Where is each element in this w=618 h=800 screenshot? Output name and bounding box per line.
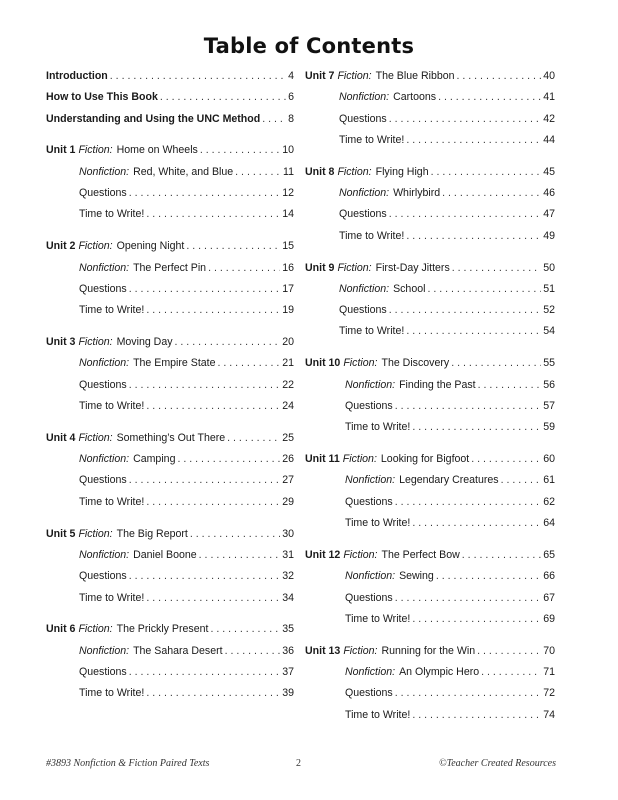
dot-leader <box>412 613 541 625</box>
entry-title: Whirlybird <box>393 187 441 200</box>
dot-leader <box>436 570 541 582</box>
entry-title: Time to Write! <box>79 304 145 317</box>
toc-entry <box>46 432 294 453</box>
unit-label: Unit 12 <box>305 548 341 561</box>
entry-page-number: 41 <box>543 91 555 104</box>
entry-title: Time to Write! <box>79 208 145 221</box>
toc-entry <box>46 240 294 261</box>
entry-title: Questions <box>79 282 127 295</box>
toc-entry <box>305 134 555 155</box>
entry-page-number: 50 <box>543 261 555 274</box>
toc-entry <box>305 283 555 304</box>
dot-leader <box>452 262 541 274</box>
footer-book-title: #3893 Nonfiction & Fiction Paired Texts <box>46 758 210 769</box>
entry-page-number: 10 <box>282 144 294 157</box>
toc-entry <box>305 70 555 91</box>
entry-title: Time to Write! <box>339 325 405 338</box>
dot-leader <box>406 134 541 146</box>
unit-label: Unit 4 <box>46 431 76 444</box>
entry-page-number: 59 <box>543 421 555 434</box>
dot-leader <box>427 283 541 295</box>
toc-column-left <box>46 70 294 709</box>
toc-entry <box>46 687 294 708</box>
toc-entry <box>46 666 294 687</box>
toc-entry <box>305 570 555 591</box>
entry-page-number: 21 <box>282 357 294 370</box>
entry-title: Red, White, and Blue <box>133 165 234 178</box>
dot-leader <box>129 474 281 486</box>
entry-page-number: 37 <box>282 665 294 678</box>
entry-title: The Empire State <box>133 357 216 370</box>
unit-label: Unit 7 <box>305 70 335 82</box>
dot-leader <box>462 549 541 561</box>
entry-title: Time to Write! <box>79 495 145 508</box>
entry-page-number: 55 <box>543 357 555 370</box>
unit-label: Unit 1 <box>46 144 76 157</box>
entry-page-number: 36 <box>282 644 294 657</box>
dot-leader <box>146 592 280 604</box>
entry-title: Questions <box>345 495 393 508</box>
entry-page-number: 14 <box>282 208 294 221</box>
toc-entry <box>305 400 555 421</box>
toc-entry <box>46 623 294 644</box>
dot-leader <box>438 91 541 103</box>
dot-leader <box>146 304 280 316</box>
entry-page-number: 11 <box>283 165 294 178</box>
entry-title: Questions <box>339 112 387 125</box>
entry-page-number: 31 <box>282 548 294 561</box>
toc-entry <box>305 304 555 325</box>
genre-label: Nonfiction: <box>345 474 396 487</box>
dot-leader <box>389 304 542 316</box>
genre-label: Nonfiction: <box>345 570 396 583</box>
genre-label: Nonfiction: <box>79 357 130 370</box>
entry-page-number: 22 <box>282 378 294 391</box>
entry-page-number: 47 <box>543 208 555 221</box>
dot-leader <box>406 325 541 337</box>
entry-page-number: 27 <box>282 474 294 487</box>
toc-entry <box>46 283 294 304</box>
genre-label: Nonfiction: <box>345 665 396 678</box>
toc-entry <box>46 70 294 91</box>
entry-page-number: 35 <box>282 623 294 636</box>
toc-entry <box>305 517 555 538</box>
entry-page-number: 25 <box>282 431 294 444</box>
entry-page-number: 62 <box>543 495 555 508</box>
entry-page-number: 17 <box>282 282 294 295</box>
dot-leader <box>129 187 281 199</box>
dot-leader <box>146 687 280 699</box>
dot-leader <box>218 357 281 369</box>
genre-label: Fiction: <box>78 144 113 157</box>
dot-leader <box>146 208 280 220</box>
toc-entry <box>46 166 294 187</box>
genre-label: Fiction: <box>337 165 372 178</box>
toc-entry <box>305 709 555 730</box>
entry-page-number: 16 <box>282 261 294 274</box>
toc-entry <box>305 549 555 570</box>
entry-title: Running for the Win <box>381 644 476 657</box>
entry-page-number: 20 <box>282 336 294 349</box>
entry-title: Questions <box>79 665 127 678</box>
entry-title: Sewing <box>399 570 434 583</box>
dot-leader <box>412 421 541 433</box>
toc-entry <box>46 113 294 134</box>
footer-page-number: 2 <box>296 758 301 769</box>
unit-label: Unit 11 <box>305 453 340 466</box>
entry-title: Time to Write! <box>345 708 411 721</box>
dot-leader <box>225 645 281 657</box>
genre-label: Fiction: <box>78 336 113 349</box>
footer-publisher: ©Teacher Created Resources <box>438 758 556 769</box>
entry-page-number: 45 <box>543 165 555 178</box>
entry-title: Understanding and Using the UNC Method <box>46 112 261 125</box>
entry-title: Time to Write! <box>79 399 145 412</box>
toc-column-right <box>305 70 555 730</box>
toc-entry <box>305 592 555 613</box>
toc-entry <box>46 357 294 378</box>
toc-entry <box>305 166 555 187</box>
entry-title: Questions <box>339 304 387 317</box>
entry-title: Questions <box>345 687 393 700</box>
dot-leader <box>129 666 281 678</box>
toc-entry <box>305 187 555 208</box>
entry-title: Time to Write! <box>79 687 145 700</box>
dot-leader <box>199 549 281 561</box>
entry-page-number: 65 <box>543 548 555 561</box>
entry-title: How to Use This Book <box>46 91 158 104</box>
entry-title: Questions <box>79 474 127 487</box>
unit-label: Unit 10 <box>305 357 341 370</box>
toc-entry <box>305 645 555 666</box>
genre-label: Fiction: <box>343 357 378 370</box>
entry-page-number: 51 <box>543 282 555 295</box>
entry-title: Time to Write! <box>79 591 145 604</box>
entry-title: Something’s Out There <box>116 431 226 444</box>
entry-page-number: 39 <box>282 687 294 700</box>
entry-page-number: 54 <box>543 325 555 338</box>
toc-entry <box>46 496 294 517</box>
toc-entry <box>305 496 555 517</box>
unit-label: Unit 3 <box>46 336 76 349</box>
entry-page-number: 56 <box>543 378 555 391</box>
entry-title: The Blue Ribbon <box>375 70 455 82</box>
dot-leader <box>389 208 542 220</box>
genre-label: Nonfiction: <box>339 91 390 104</box>
entry-page-number: 57 <box>543 399 555 412</box>
entry-page-number: 26 <box>282 453 294 466</box>
toc-entry <box>46 208 294 229</box>
entry-title: The Perfect Pin <box>133 261 207 274</box>
entry-page-number: 42 <box>543 112 555 125</box>
page-footer <box>0 758 618 772</box>
toc-entry <box>46 336 294 357</box>
dot-leader <box>395 592 542 604</box>
entry-page-number: 72 <box>543 687 555 700</box>
toc-entry <box>46 645 294 666</box>
entry-title: School <box>393 282 426 295</box>
dot-leader <box>406 230 541 242</box>
entry-title: The Perfect Bow <box>381 548 460 561</box>
dot-leader <box>160 91 286 103</box>
dot-leader <box>412 709 541 721</box>
entry-page-number: 46 <box>543 187 555 200</box>
entry-title: Time to Write! <box>345 517 411 530</box>
genre-label: Fiction: <box>337 70 372 82</box>
entry-title: Questions <box>345 591 393 604</box>
entry-title: Introduction <box>46 70 108 82</box>
entry-page-number: 4 <box>288 70 294 82</box>
entry-title: Time to Write! <box>345 421 411 434</box>
entry-page-number: 30 <box>282 527 294 540</box>
dot-leader <box>457 70 542 82</box>
dot-leader <box>175 336 281 348</box>
entry-title: The Sahara Desert <box>133 644 223 657</box>
entry-title: Time to Write! <box>339 229 405 242</box>
genre-label: Fiction: <box>78 240 113 253</box>
entry-page-number: 70 <box>543 644 555 657</box>
entry-page-number: 8 <box>288 112 294 125</box>
dot-leader <box>235 166 281 178</box>
genre-label: Nonfiction: <box>79 548 130 561</box>
dot-leader <box>442 187 541 199</box>
entry-title: Home on Wheels <box>116 144 198 157</box>
toc-entry <box>305 687 555 708</box>
toc-entry <box>305 208 555 229</box>
dot-leader <box>395 400 542 412</box>
entry-title: Moving Day <box>116 336 173 349</box>
entry-title: Questions <box>79 378 127 391</box>
toc-entry <box>305 325 555 346</box>
toc-entry <box>305 666 555 687</box>
unit-label: Unit 8 <box>305 165 335 178</box>
dot-leader <box>262 113 286 125</box>
entry-title: An Olympic Hero <box>399 665 480 678</box>
dot-leader <box>129 570 281 582</box>
dot-leader <box>431 166 542 178</box>
dot-leader <box>477 645 541 657</box>
toc-entry <box>305 474 555 495</box>
dot-leader <box>412 517 541 529</box>
dot-leader <box>395 687 542 699</box>
genre-label: Nonfiction: <box>339 187 390 200</box>
entry-title: Legendary Creatures <box>399 474 499 487</box>
dot-leader <box>186 240 280 252</box>
dot-leader <box>146 400 280 412</box>
entry-title: Cartoons <box>393 91 437 104</box>
entry-page-number: 24 <box>282 399 294 412</box>
entry-page-number: 44 <box>543 133 555 146</box>
genre-label: Nonfiction: <box>79 453 130 466</box>
genre-label: Nonfiction: <box>79 644 130 657</box>
toc-entry <box>46 528 294 549</box>
entry-title: Questions <box>79 187 127 200</box>
entry-page-number: 64 <box>543 517 555 530</box>
toc-entry <box>305 113 555 134</box>
entry-page-number: 32 <box>282 570 294 583</box>
toc-entry <box>305 379 555 400</box>
entry-title: Time to Write! <box>345 612 411 625</box>
dot-leader <box>110 70 286 82</box>
entry-title: Looking for Bigfoot <box>380 453 470 466</box>
entry-title: Time to Write! <box>339 133 405 146</box>
entry-title: The Big Report <box>116 527 188 540</box>
toc-entry <box>46 474 294 495</box>
dot-leader <box>389 113 542 125</box>
unit-label: Unit 9 <box>305 261 335 274</box>
entry-title: Questions <box>79 570 127 583</box>
entry-page-number: 29 <box>282 495 294 508</box>
entry-page-number: 61 <box>543 474 555 487</box>
genre-label: Fiction: <box>337 261 372 274</box>
dot-leader <box>129 379 281 391</box>
dot-leader <box>471 453 541 465</box>
genre-label: Nonfiction: <box>339 282 390 295</box>
page-title: Table of Contents <box>203 34 415 58</box>
genre-label: Fiction: <box>78 623 113 636</box>
dot-leader <box>395 496 542 508</box>
entry-title: Questions <box>339 208 387 221</box>
unit-label: Unit 5 <box>46 527 76 540</box>
toc-entry <box>46 400 294 421</box>
entry-page-number: 60 <box>543 453 555 466</box>
toc-entry <box>46 91 294 112</box>
entry-title: Flying High <box>375 165 429 178</box>
toc-entry <box>46 304 294 325</box>
dot-leader <box>190 528 280 540</box>
entry-title: First-Day Jitters <box>375 261 450 274</box>
dot-leader <box>451 357 541 369</box>
dot-leader <box>478 379 542 391</box>
entry-page-number: 69 <box>543 612 555 625</box>
toc-entry <box>305 453 555 474</box>
unit-label: Unit 6 <box>46 623 76 636</box>
dot-leader <box>501 474 542 486</box>
unit-label: Unit 13 <box>305 644 341 657</box>
entry-page-number: 49 <box>543 229 555 242</box>
entry-page-number: 12 <box>282 187 294 200</box>
toc-entry <box>305 230 555 251</box>
toc-entry <box>305 262 555 283</box>
genre-label: Nonfiction: <box>345 378 396 391</box>
toc-entry <box>46 262 294 283</box>
toc-entry <box>46 549 294 570</box>
toc-entry <box>305 91 555 112</box>
genre-label: Fiction: <box>343 644 378 657</box>
toc-entry <box>305 613 555 634</box>
toc-entry <box>46 379 294 400</box>
entry-title: The Prickly Present <box>116 623 209 636</box>
toc-entry <box>46 144 294 165</box>
genre-label: Fiction: <box>343 548 378 561</box>
entry-page-number: 67 <box>543 591 555 604</box>
dot-leader <box>227 432 280 444</box>
entry-page-number: 34 <box>282 591 294 604</box>
dot-leader <box>177 453 280 465</box>
entry-page-number: 74 <box>543 708 555 721</box>
genre-label: Fiction: <box>78 527 113 540</box>
entry-page-number: 66 <box>543 570 555 583</box>
entry-page-number: 19 <box>282 304 294 317</box>
entry-page-number: 15 <box>282 240 294 253</box>
genre-label: Fiction: <box>78 431 113 444</box>
entry-title: The Discovery <box>381 357 450 370</box>
entry-page-number: 71 <box>543 665 555 678</box>
entry-page-number: 6 <box>288 91 294 104</box>
entry-title: Camping <box>133 453 176 466</box>
genre-label: Fiction: <box>342 453 377 466</box>
toc-entry <box>46 570 294 591</box>
dot-leader <box>481 666 541 678</box>
entry-title: Daniel Boone <box>133 548 197 561</box>
toc-entry <box>46 187 294 208</box>
dot-leader <box>210 623 280 635</box>
dot-leader <box>129 283 281 295</box>
dot-leader <box>146 496 280 508</box>
toc-entry <box>305 421 555 442</box>
toc-entry <box>46 453 294 474</box>
dot-leader <box>200 144 280 156</box>
toc-entry <box>305 357 555 378</box>
unit-label: Unit 2 <box>46 240 76 253</box>
genre-label: Nonfiction: <box>79 261 130 274</box>
entry-title: Opening Night <box>116 240 185 253</box>
entry-title: Finding the Past <box>399 378 476 391</box>
entry-title: Questions <box>345 399 393 412</box>
entry-page-number: 52 <box>543 304 555 317</box>
genre-label: Nonfiction: <box>79 165 130 178</box>
entry-page-number: 40 <box>543 70 555 82</box>
dot-leader <box>208 262 280 274</box>
toc-entry <box>46 592 294 613</box>
